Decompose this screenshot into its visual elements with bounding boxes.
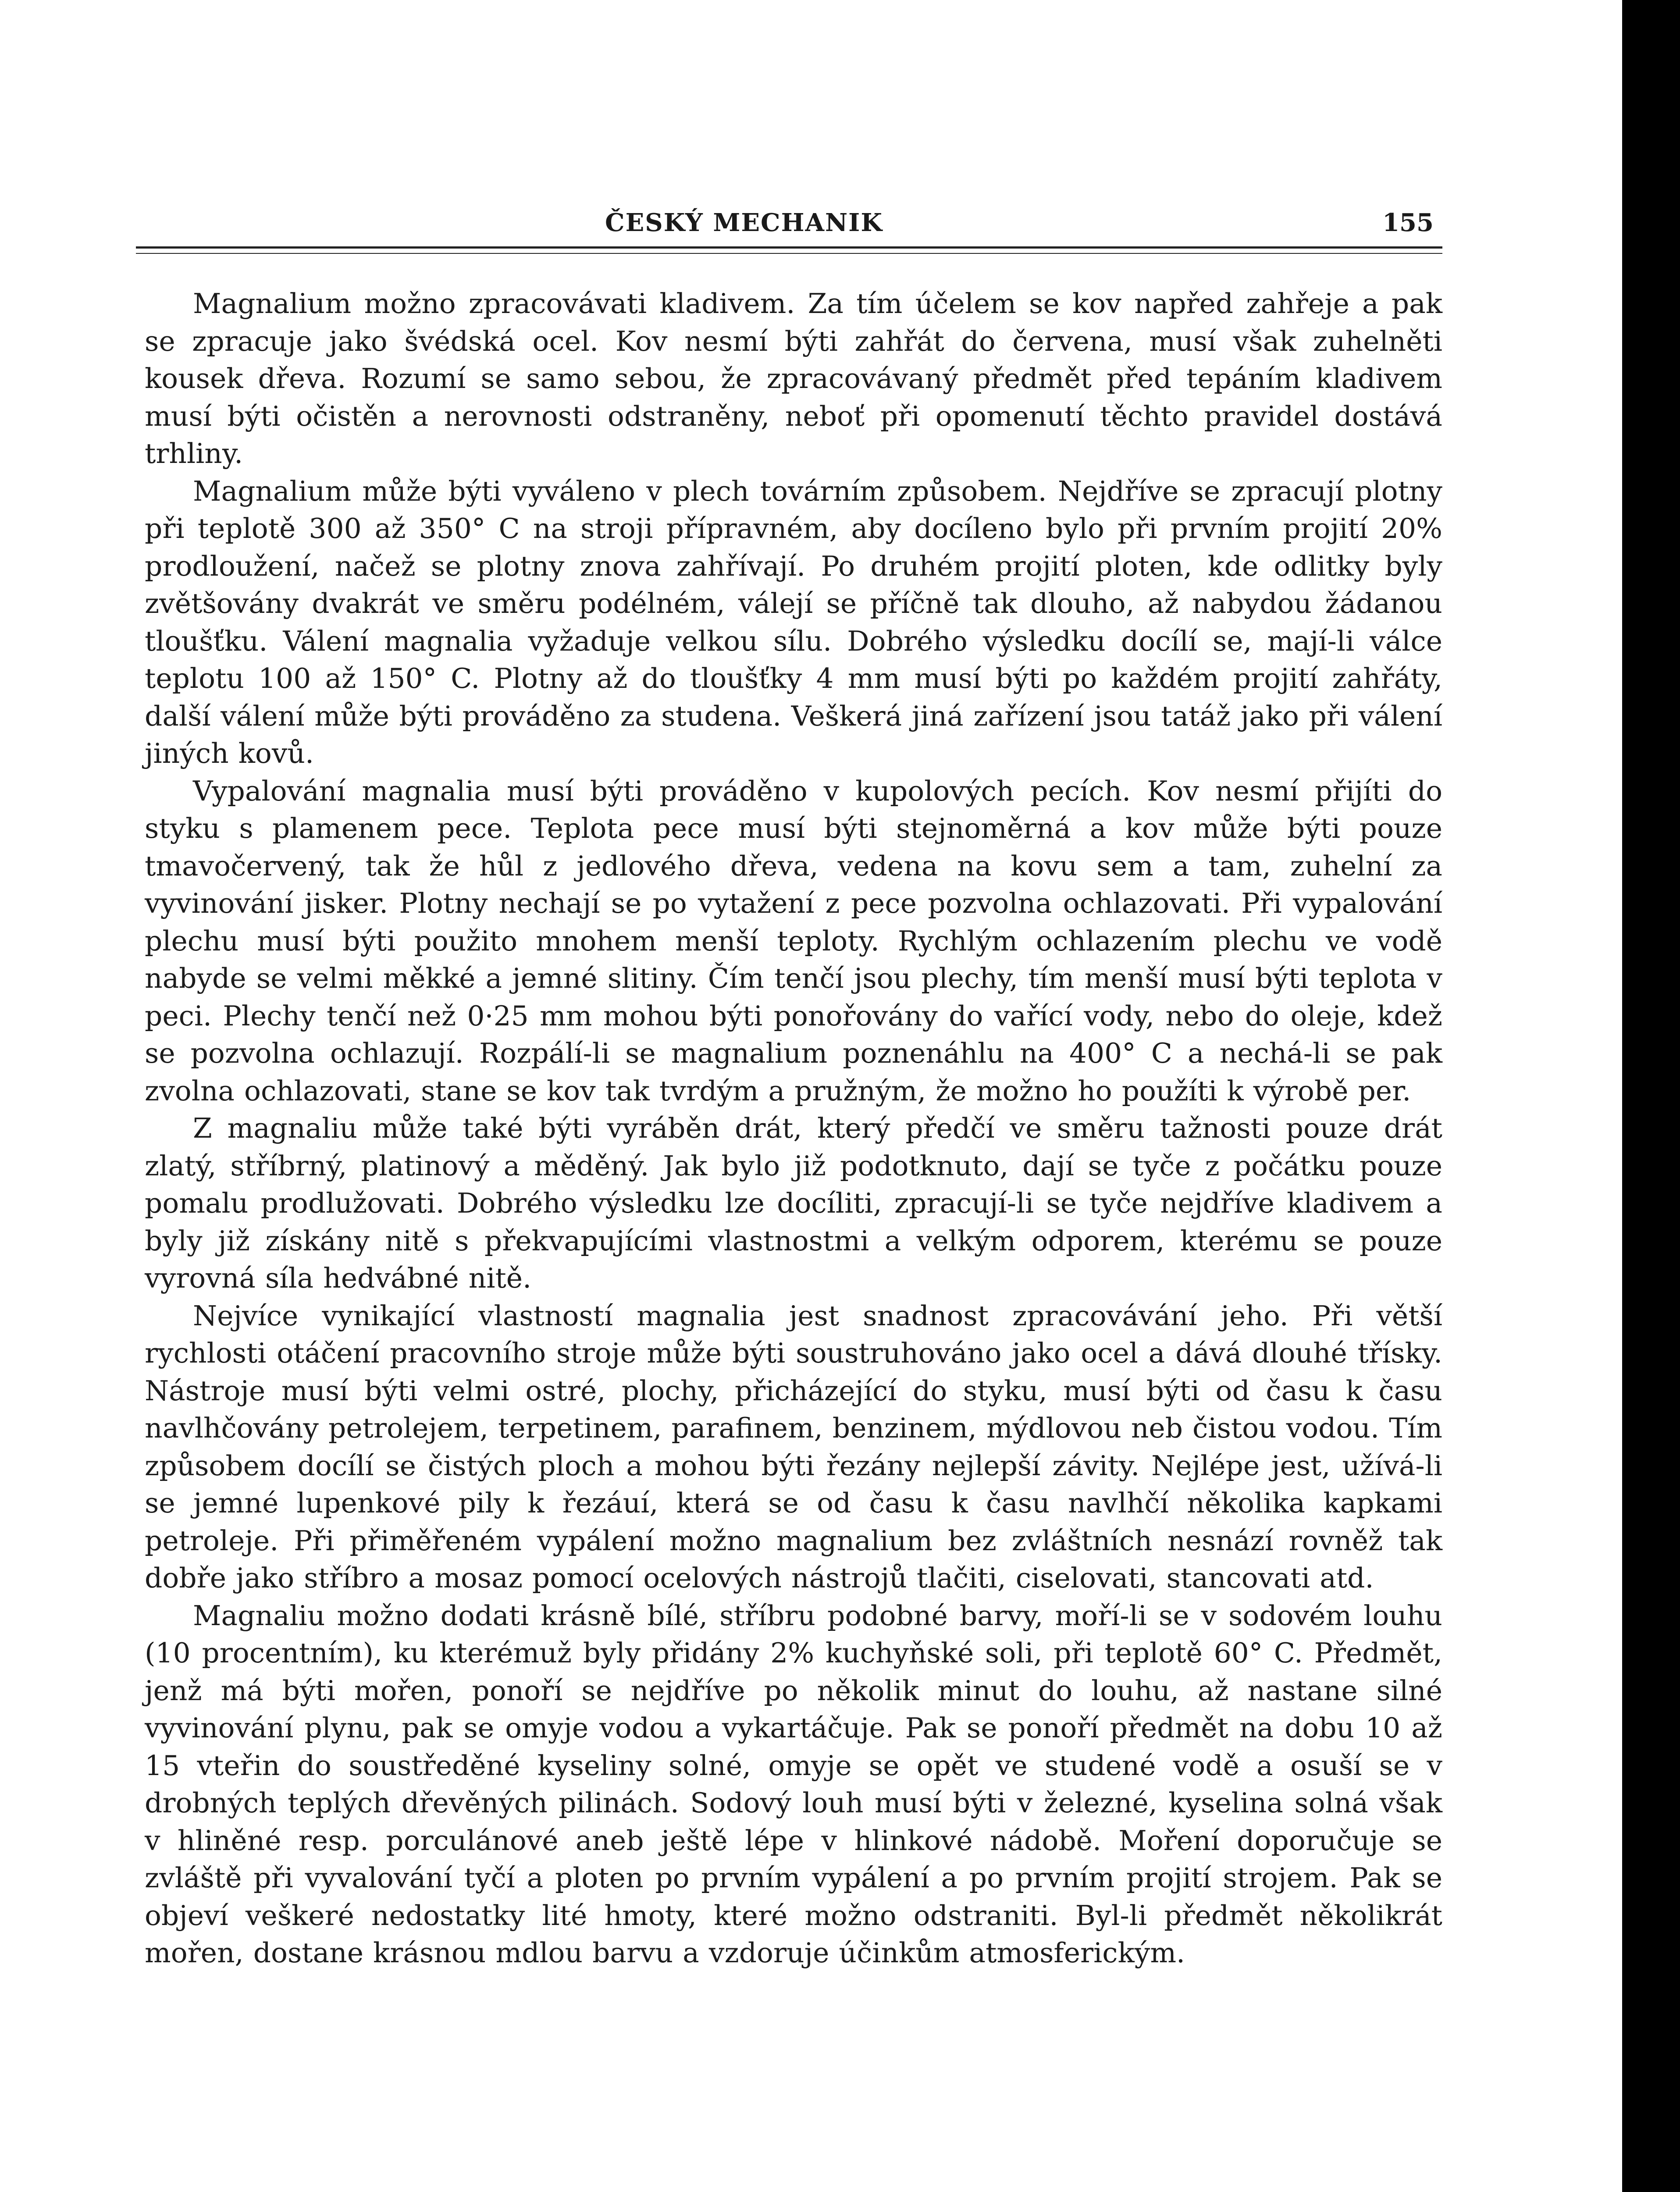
scan-border bbox=[1622, 0, 1680, 2192]
paragraph-wire-drawing: Z magnaliu může také býti vyráběn drát, který předčí ve směru tažnosti pouze drát zlatý, stříbrný, platinový a měděný. Jak bylo již podotknuto, dají se tyče z počátku pouze pomalu prodlužovati. Dobrého výsledku lze docíliti, zpracují-li se tyče nejdříve kladivem a byly již získány nitě s překvapujícími vlastnostmi a velkým odporem, kterému se pouze vyrovná síla hedvábné nitě. bbox=[145, 1112, 1442, 1294]
paragraph-pickling: Magnaliu možno dodati krásně bílé, stříbru podobné barvy, moří-li se v sodovém louhu (10 procentním), ku kterémuž byly přidány 2% kuchyňské soli, při teplotě 60° C. Předmět, jenž má býti mořen, ponoří se nejdříve po několik minut do louhu, až nastane silné vyvinování plynu, pak se omyje vodou a vykartáčuje. Pak se ponoří předmět na dobu 10 až 15 vteřin do soustředěné kyseliny solné, omyje se opět ve studené vodě a osuší se v drobných teplých dřevěných pilinách. Sodový louh musí býti v železné, kyselina solná však v hliněné resp. porculánové aneb ještě lépe v hlinkové nádobě. Moření doporučuje se zvláště při vyvalování tyčí a ploten po prvním vypálení a po prvním projití strojem. Pak se objeví veškeré nedostatky lité hmoty, které možno odstraniti. Byl-li předmět několikrát mořen, dostane krásnou mdlou barvu a vzdoruje účinkům atmosferickým. bbox=[145, 1599, 1442, 1969]
header-rule-thin bbox=[136, 253, 1442, 254]
running-header bbox=[132, 208, 1442, 248]
paragraph-machining: Nejvíce vynikající vlastností magnalia jest snadnost zpracovávání jeho. Při větší rychlosti otáčení pracovního stroje může býti soustruhováno jako ocel a dává dlouhé třísky. Nástroje musí býti velmi ostré, plochy, přicházející do styku, musí býti od času k času navlhčovány petrolejem, terpetinem, parafinem, benzinem, mýdlovou neb čistou vodou. Tím způsobem docílí se čistých ploch a mohou býti řezány nejlepší závity. Nejlépe jest, užívá-li se jemné lupenkové pily k řezáuí, která se od času k času navlhčí několika kapkami petroleje. Při přiměřeném vypálení možno magnalium bez zvláštních nesnází rovněž tak dobře jako stříbro a mosaz pomocí ocelových nástrojů tlačiti, ciselovati, stancovati atd. bbox=[145, 1299, 1442, 1594]
header-rule-thick bbox=[136, 246, 1442, 249]
paragraph-rolling: Magnalium může býti vyváleno v plech továrním způsobem. Nejdříve se zpracují plotny při teplotě 300 až 350° C na stroji přípravném, aby docíleno bylo při prvním projití 20% prodloužení, načež se plotny znova zahřívají. Po druhém projití ploten, kde odlitky byly zvětšovány dvakrát ve směru podélném, válejí se příčně tak dlouho, až nabydou žádanou tloušťku. Válení magnalia vyžaduje velkou sílu. Dobrého výsledku docílí se, mají-li válce teplotu 100 až 150° C. Plotny až do tloušťky 4 mm musí býti po každém projití zahřáty, další válení může býti prováděno za studena. Veškerá jiná zařízení jsou tatáž jako při válení jiných kovů. bbox=[145, 475, 1442, 769]
article-body bbox=[145, 285, 1442, 1972]
page-number: 155 bbox=[1382, 208, 1434, 237]
paragraph-annealing: Vypalování magnalia musí býti prováděno v kupolových pecích. Kov nesmí přijíti do styku s plamenem pece. Teplota pece musí býti stejnoměrná a kov může býti pouze tmavočervený, tak že hůl z jedlového dřeva, vedena na kovu sem a tam, zuhelní za vyvinování jisker. Plotny nechají se po vytažení z pece pozvolna ochlazovati. Při vypalování plechu musí býti použito mnohem menší teploty. Rychlým ochlazením plechu ve vodě nabyde se velmi měkké a jemné slitiny. Čím tenčí jsou plechy, tím menší musí býti teplota v peci. Plechy tenčí než 0·25 mm mohou býti ponořovány do vařící vody, nebo do oleje, kdež se pozvolna ochlazují. Rozpálí-li se magnalium poznenáhlu na 400° C a nechá-li se pak zvolna ochlazovati, stane se kov tak tvrdým a pružným, že možno ho použíti k výrobě per. bbox=[145, 775, 1442, 1107]
paragraph-forging: Magnalium možno zpracovávati kladivem. Za tím účelem se kov napřed zahřeje a pak se zpracuje jako švédská ocel. Kov nesmí býti zahřát do červena, musí však zuhelněti kousek dřeva. Rozumí se samo sebou, že zpracovávaný předmět před tepáním kladivem musí býti očistěn a nerovnosti odstraněny, neboť při opomenutí těchto pravidel dostává trhliny. bbox=[145, 288, 1442, 470]
journal-title: ČESKÝ MECHANIK bbox=[605, 208, 883, 237]
